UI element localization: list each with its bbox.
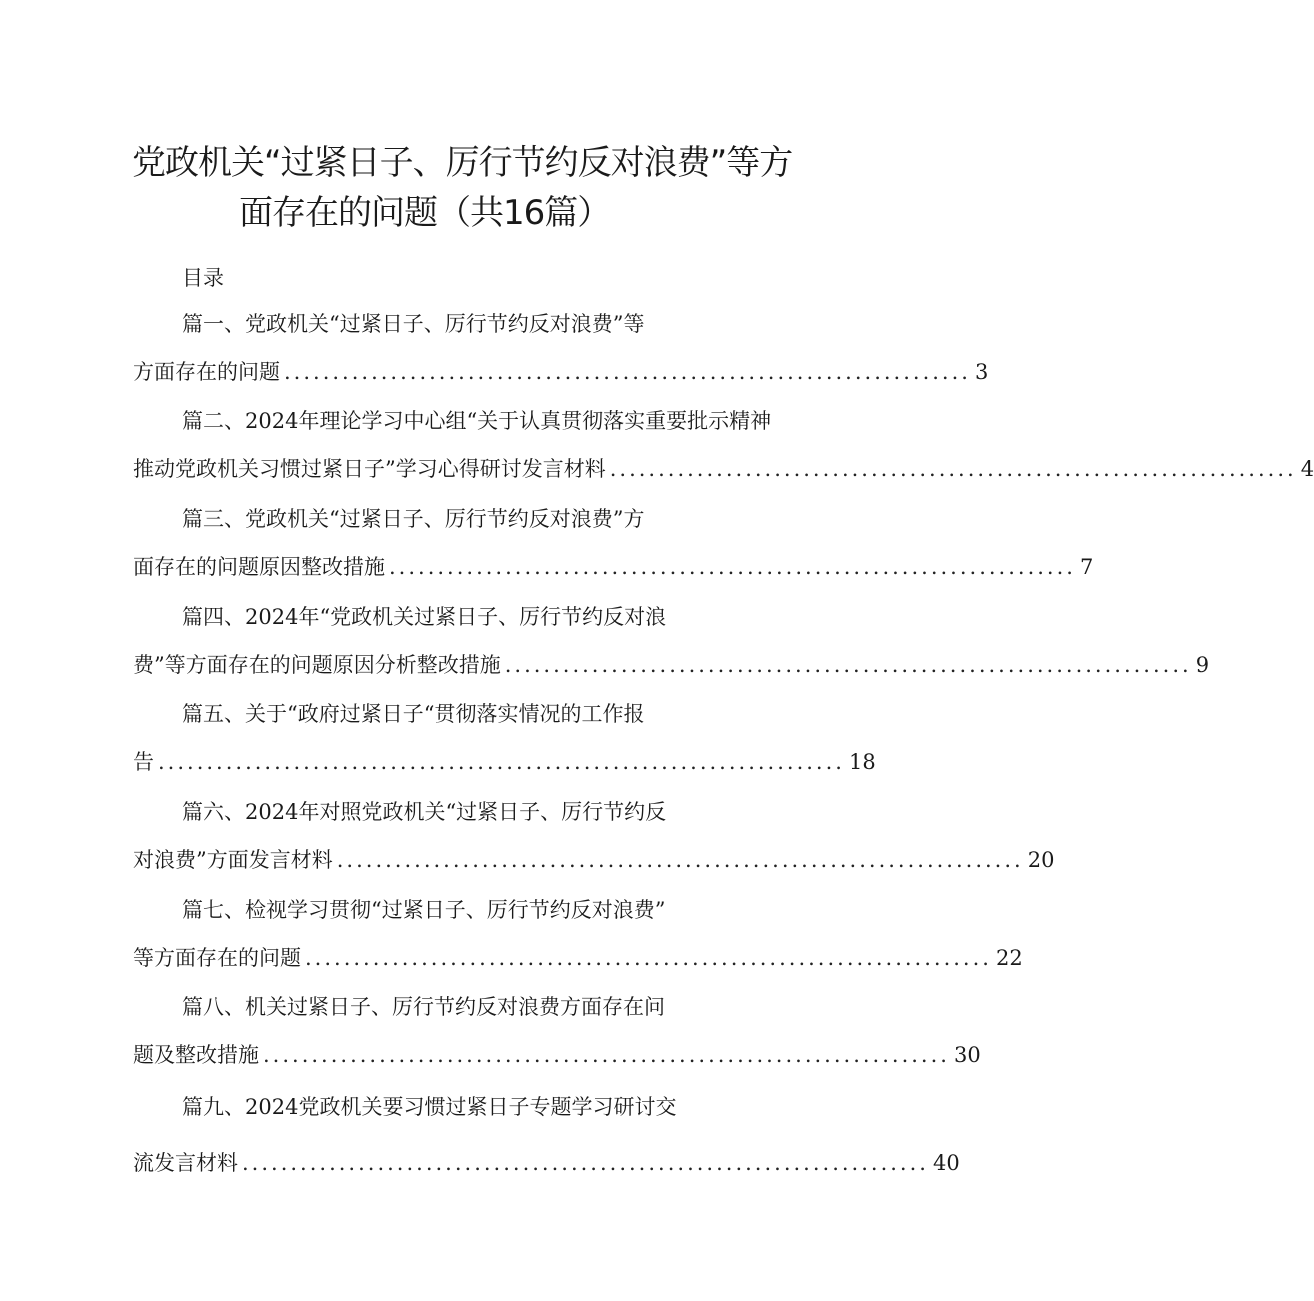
toc-heading: 目录 <box>182 266 224 290</box>
toc-entry-title: 篇二、2024年理论学习中心组“关于认真贯彻落实重要批示精神 <box>182 409 772 433</box>
toc-entry-title-cont: 方面存在的问题 <box>133 360 280 384</box>
toc-page-number: 30 <box>953 1043 981 1067</box>
leader-dots: ....................................................................... <box>305 946 992 970</box>
toc-entry-title-cont: 面存在的问题原因整改措施 <box>133 555 385 579</box>
leader-dots: ....................................................................... <box>263 1043 950 1067</box>
toc-page-number: 4 <box>1300 457 1314 481</box>
toc-entry-title: 篇八、机关过紧日子、厉行节约反对浪费方面存在问 <box>182 995 665 1019</box>
leader-dots: ....................................................................... <box>389 555 1076 579</box>
toc-page-number: 18 <box>848 750 876 774</box>
toc-entry-title-cont: 等方面存在的问题 <box>133 946 301 970</box>
toc-page-number: 3 <box>974 360 989 384</box>
toc-page-number: 9 <box>1195 653 1210 677</box>
toc-entry-title-cont: 对浪费”方面发言材料 <box>133 848 333 872</box>
leader-dots: ....................................................................... <box>242 1151 929 1175</box>
toc-entry-title: 篇七、检视学习贯彻“过紧日子、厉行节约反对浪费” <box>182 898 666 922</box>
toc-entry-title-cont: 流发言材料 <box>133 1151 238 1175</box>
toc-entry-title: 篇一、党政机关“过紧日子、厉行节约反对浪费”等 <box>182 312 645 336</box>
leader-dots: ....................................................................... <box>336 848 1024 872</box>
toc-page-number: 40 <box>932 1151 960 1175</box>
toc-page-number: 7 <box>1079 555 1094 579</box>
leader-dots: ....................................................................... <box>504 653 1192 677</box>
toc-entry-title: 篇四、2024年“党政机关过紧日子、厉行节约反对浪 <box>182 605 667 629</box>
leader-dots: ....................................................................... <box>284 360 971 384</box>
leader-dots: ....................................................................... <box>158 750 845 774</box>
toc-entry-title-cont: 告 <box>133 750 154 774</box>
toc-entry-title: 篇六、2024年对照党政机关“过紧日子、厉行节约反 <box>182 800 667 824</box>
toc-entry-title: 篇三、党政机关“过紧日子、厉行节约反对浪费”方 <box>182 507 645 531</box>
toc-page-number: 22 <box>995 946 1023 970</box>
toc-entry-title: 篇九、2024党政机关要习惯过紧日子专题学习研讨交 <box>182 1095 677 1119</box>
toc-entry-title-cont: 费”等方面存在的问题原因分析整改措施 <box>133 653 501 677</box>
toc-entry-title-cont: 推动党政机关习惯过紧日子”学习心得研讨发言材料 <box>133 457 606 481</box>
title-line-1: 党政机关“过紧日子、厉行节约反对浪费”等方 <box>132 143 793 183</box>
toc-entry-title: 篇五、关于“政府过紧日子“贯彻落实情况的工作报 <box>182 702 645 726</box>
toc-entry-title-cont: 题及整改措施 <box>133 1043 259 1067</box>
toc-page-number: 20 <box>1027 848 1055 872</box>
leader-dots: ....................................................................... <box>609 457 1297 481</box>
title-line-2: 面存在的问题（共16篇） <box>239 193 611 233</box>
